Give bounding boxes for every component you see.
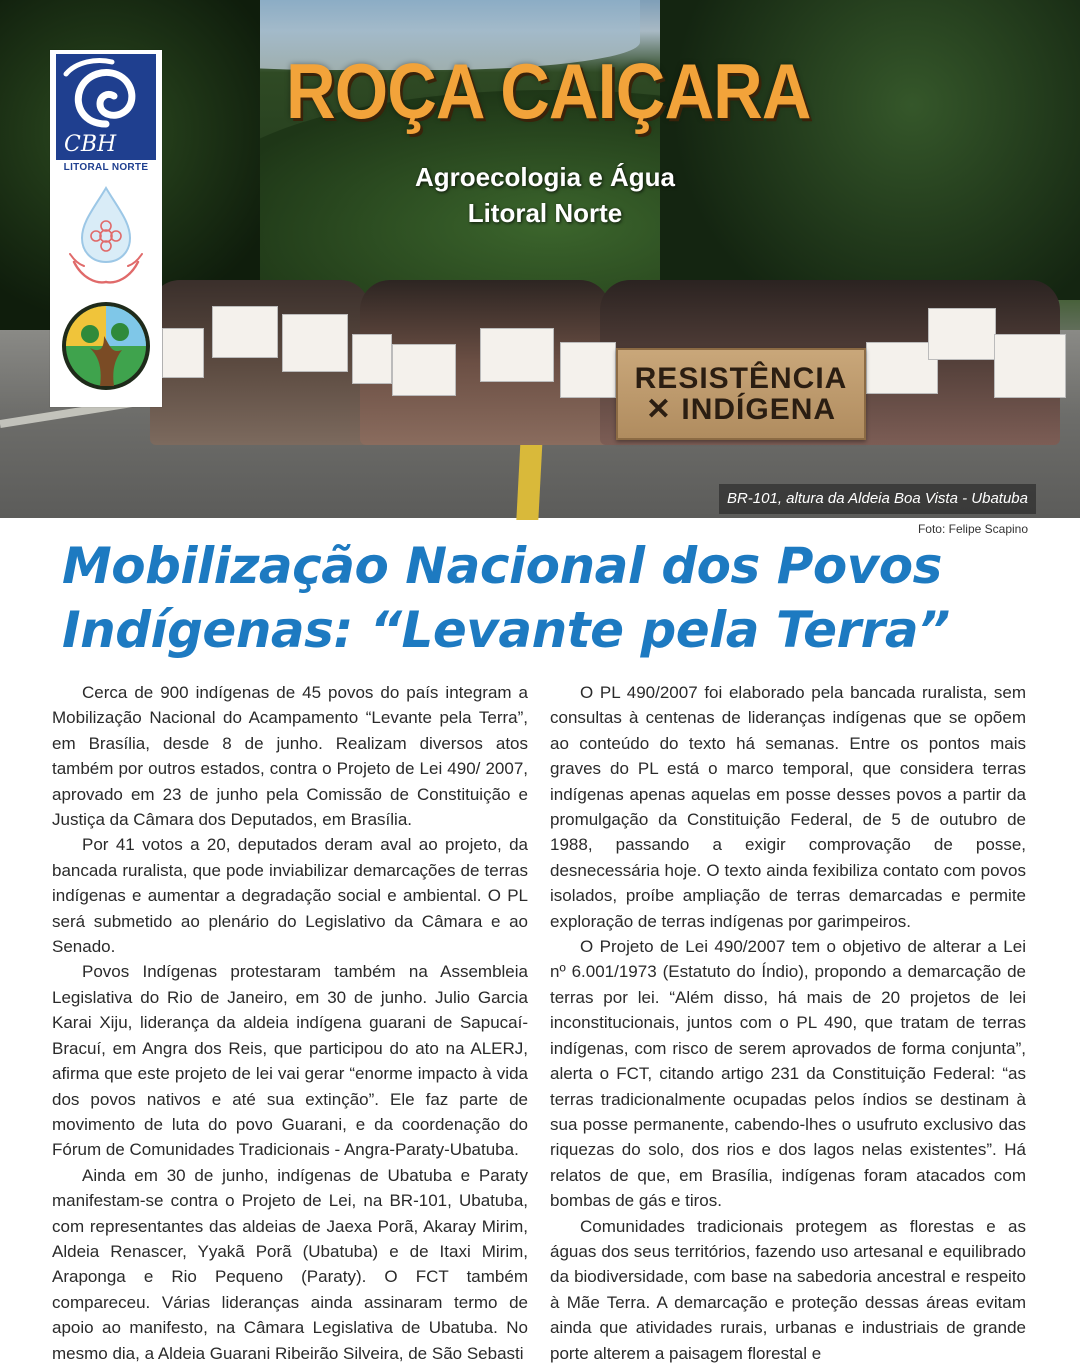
page-title: ROÇA CAIÇARA xyxy=(286,47,811,135)
subtitle-line1: Agroecologia e Água xyxy=(414,162,676,192)
paragraph: Ainda em 30 de junho, indígenas de Ubatuba e Paraty manifestam-se contra o Projeto de Lei, na BR-101, Ubatuba, com representantes das aldeias de Jaexa Porã, Akaray Mirim, Aldeia Renascer, Yyakã Porã (Ubatuba) e de Itaxi Mirim, Araponga e Rio Pequeno (Paraty). O FCT também compareceu. Várias lideranças ainda assinaram termo de apoio ao manifesto, na Câmara Legislativa de Ubatuba. No mesmo dia, a Aldeia Guarani Ribeirão Silveira, de São Sebasti xyxy=(52,1165,528,1363)
paragraph: Comunidades tradicionais protegem as florestas e as águas dos seus territórios, fazendo uso artesanal e equilibrado da biodiversidade, com base na sabedoria ancestral e respeito à Mãe Terra. A demarcação e proteção dessas áreas evitam ainda que atividades rurais, urbanas e industriais de grande porte alterem a paisagem florestal e xyxy=(550,1216,1026,1363)
banner-line2: ✕ INDÍGENA xyxy=(645,393,837,426)
article-column-left xyxy=(52,680,528,1363)
article-title-line1: Mobilização Nacional dos Povos xyxy=(62,537,942,595)
protest-sign xyxy=(560,342,616,398)
subtitle-line2: Litoral Norte xyxy=(467,198,623,228)
water-drop-hands-icon xyxy=(68,184,144,290)
cbh-caption: LITORAL NORTE xyxy=(63,162,149,173)
protest-sign xyxy=(212,306,278,358)
resistencia-banner xyxy=(616,348,866,440)
photo-credit: Foto: Felipe Scapino xyxy=(917,522,1028,536)
paragraph: Por 41 votos a 20, deputados deram aval ao projeto, da bancada ruralista, que pode inviabilizar demarcações de terras indígenas e aumentar a degradação social e ambiental. O PL será submetido ao plenário do Legislativo da Câmara e ao Senado. xyxy=(52,835,528,957)
article-title xyxy=(62,534,1002,662)
paragraph: O PL 490/2007 foi elaborado pela bancada ruralista, sem consultas à centenas de lideranças indígenas que se opõem ao conteúdo do texto há semanas. Entre os pontos mais graves do PL está o marco temporal, que considera terras indígenas apenas aquelas em posse desses povos a partir da promulgação da Constituição Federal, de 5 de outubro de 1988, passando a exigir comprovação de posse, desnecessária hoje. O texto ainda fexibiliza contato com povos isolados, proíbe ampliação de terras demarcadas e permite exploração de terras indígenas por garimpeiros. xyxy=(550,683,1026,931)
paragraph: O Projeto de Lei 490/2007 tem o objetivo de alterar a Lei nº 6.001/1973 (Estatuto do Índio), propondo a demarcação de terras por lei. “Além disso, há mais de 20 projetos de lei inconstitucionais, juntos com o PL 490, que tratam de terras indígenas, com risco de serem aprovados de forma conjunta”, alerta o FCT, citando artigo 231 da Constituição Federal: “as terras tradicionalmente ocupadas pelos índios se destinam à sua posse permanente, cabendo-lhes o usufruto exclusivo das riquezas do solo, dos rios e dos lagos nelas existentes”. Há relatos de que, em Brasília, indígenas foram atacados com bombas de gás e tiros. xyxy=(550,937,1026,1211)
protest-sign xyxy=(994,334,1066,398)
photo-caption: BR-101, altura da Aldeia Boa Vista - Ubatuba xyxy=(719,484,1036,514)
cbh-logo-box xyxy=(56,54,156,160)
cbh-text: CBH xyxy=(64,132,117,157)
banner-line1: RESISTÊNCIA xyxy=(634,361,848,395)
article-title-line2: Indígenas: “Levante pela Terra” xyxy=(62,601,950,659)
protest-sign xyxy=(162,328,204,378)
protest-sign xyxy=(928,308,996,360)
trees-right xyxy=(660,0,1080,300)
protest-sign xyxy=(392,344,456,396)
tree-circle-logo-icon xyxy=(60,300,152,392)
protest-sign xyxy=(480,328,554,382)
protest-sign xyxy=(282,314,348,372)
cbh-logo xyxy=(56,54,156,178)
paragraph: Cerca de 900 indígenas de 45 povos do país integram a Mobilização Nacional do Acampamento “Levante pela Terra”, em Brasília, desde 8 de junho. Realizam diversos atos também por outros estados, contra o Projeto de Lei 490/ 2007, aprovado em 23 de junho pela Comissão de Constituição e Justiça da Câmara dos Deputados, em Brasília. xyxy=(52,683,528,830)
article-column-right xyxy=(550,680,1026,1363)
protest-sign xyxy=(352,334,392,384)
paragraph: Povos Indígenas protestaram também na Assembleia Legislativa do Rio de Janeiro, em 30 de junho. Julio Garcia Karai Xiju, liderança da aldeia indígena guarani de Sapucaí-Bracuí, em Angra dos Reis, que participou do ato na ALERJ, afirma que este projeto de lei vai gerar “enorme impacto à vida dos povos nativos e até sua extinção”. Ele faz parte de movimento de luta do povo Guarani, e da coordenação do Fórum de Comunidades Tradicionais - Angra-Paraty-Ubatuba. xyxy=(52,962,528,1160)
hero-photo xyxy=(0,0,1080,518)
logo-strip xyxy=(50,50,162,407)
